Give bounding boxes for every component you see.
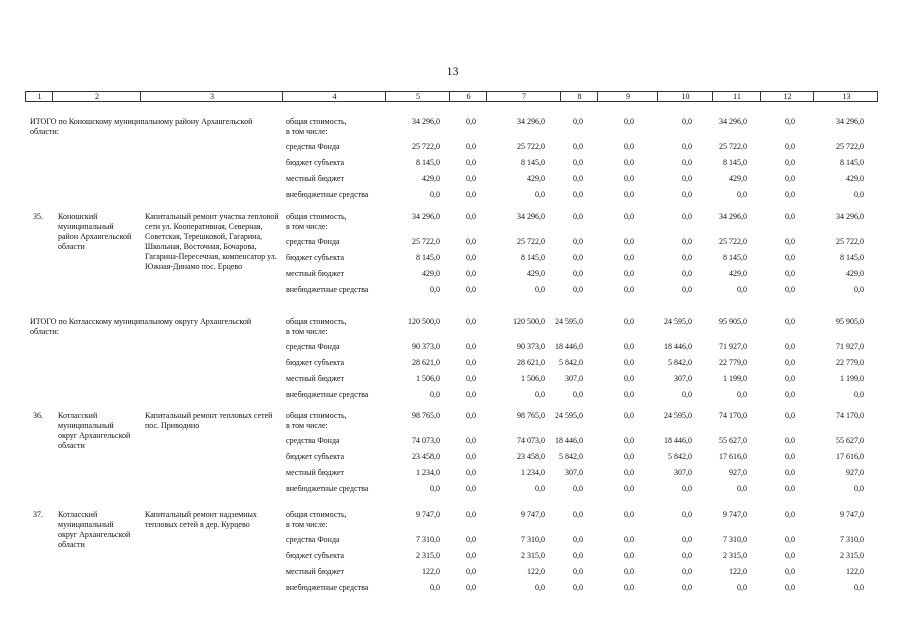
cell-value: 24 595,0 [664, 411, 692, 420]
cell-value: 0,0 [466, 212, 476, 221]
cell-value: 0,0 [785, 468, 795, 477]
cell-value: 0,0 [624, 468, 634, 477]
cell-value: 18 446,0 [555, 342, 583, 351]
cell-value: 34 296,0 [412, 117, 440, 126]
cell-value: 307,0 [674, 374, 692, 383]
cell-value: 0,0 [624, 142, 634, 151]
cell-value: 1 234,0 [521, 468, 545, 477]
cell-value: 24 595,0 [555, 317, 583, 326]
column-header-5: 5 [416, 92, 420, 101]
cell-value: 0,0 [466, 436, 476, 445]
cell-value: 1 234,0 [416, 468, 440, 477]
label-extra: внебюджетные средства [286, 285, 369, 294]
cell-value: 0,0 [785, 484, 795, 493]
cell-value: 98 765,0 [517, 411, 545, 420]
cell-value: 0,0 [682, 535, 692, 544]
cell-value: 0,0 [430, 583, 440, 592]
cell-value: 0,0 [785, 253, 795, 262]
cell-value: 0,0 [785, 237, 795, 246]
cell-value: 122,0 [846, 567, 864, 576]
cell-value: 0,0 [854, 190, 864, 199]
cell-value: 0,0 [466, 142, 476, 151]
cell-value: 0,0 [682, 253, 692, 262]
column-divider [760, 92, 761, 101]
label-local: местный бюджет [286, 174, 344, 183]
cell-value: 7 310,0 [723, 535, 747, 544]
cell-value: 5 842,0 [668, 358, 692, 367]
cell-value: 34 296,0 [412, 212, 440, 221]
cell-value: 74 170,0 [836, 411, 864, 420]
cell-value: 0,0 [682, 158, 692, 167]
cell-value: 9 747,0 [723, 510, 747, 519]
cell-value: 0,0 [682, 212, 692, 221]
cell-value: 0,0 [785, 269, 795, 278]
cell-value: 0,0 [466, 237, 476, 246]
cell-value: 0,0 [624, 411, 634, 420]
cell-value: 429,0 [422, 269, 440, 278]
column-divider [449, 92, 450, 101]
cell-value: 927,0 [729, 468, 747, 477]
label-including: в том числе: [286, 520, 328, 529]
cell-value: 0,0 [624, 452, 634, 461]
cell-value: 34 296,0 [836, 212, 864, 221]
cell-value: 0,0 [624, 317, 634, 326]
cell-value: 0,0 [573, 390, 583, 399]
column-header-row [25, 91, 878, 102]
item-number: 36. [33, 411, 43, 420]
label-subj: бюджет субъекта [286, 158, 345, 167]
label-fund: средства Фонда [286, 142, 340, 151]
cell-value: 429,0 [527, 174, 545, 183]
cell-value: 0,0 [573, 212, 583, 221]
cell-value: 7 310,0 [840, 535, 864, 544]
cell-value: 34 296,0 [517, 117, 545, 126]
cell-value: 307,0 [674, 468, 692, 477]
label-extra: внебюджетные средства [286, 390, 369, 399]
cell-value: 23 458,0 [412, 452, 440, 461]
cell-value: 18 446,0 [664, 436, 692, 445]
cell-value: 0,0 [682, 567, 692, 576]
cell-value: 0,0 [682, 551, 692, 560]
cell-value: 0,0 [785, 411, 795, 420]
column-header-11: 11 [733, 92, 741, 101]
cell-value: 429,0 [422, 174, 440, 183]
label-local: местный бюджет [286, 567, 344, 576]
cell-value: 71 927,0 [719, 342, 747, 351]
cell-value: 0,0 [535, 583, 545, 592]
cell-value: 0,0 [682, 190, 692, 199]
cell-value: 0,0 [785, 452, 795, 461]
column-divider [560, 92, 561, 101]
cell-value: 0,0 [466, 117, 476, 126]
column-header-12: 12 [783, 92, 792, 101]
label-including: в том числе: [286, 127, 328, 136]
cell-value: 0,0 [430, 390, 440, 399]
column-header-8: 8 [577, 92, 582, 101]
cell-value: 55 627,0 [719, 436, 747, 445]
cell-value: 0,0 [624, 117, 634, 126]
column-header-6: 6 [466, 92, 471, 101]
cell-value: 28 621,0 [412, 358, 440, 367]
cell-value: 5 842,0 [559, 452, 583, 461]
cell-value: 25 722,0 [836, 237, 864, 246]
cell-value: 0,0 [785, 317, 795, 326]
cell-value: 0,0 [624, 212, 634, 221]
cell-value: 0,0 [466, 190, 476, 199]
cell-value: 927,0 [846, 468, 864, 477]
cell-value: 0,0 [466, 468, 476, 477]
cell-value: 34 296,0 [517, 212, 545, 221]
cell-value: 8 145,0 [840, 253, 864, 262]
cell-value: 0,0 [466, 411, 476, 420]
cell-value: 0,0 [624, 285, 634, 294]
cell-value: 9 747,0 [416, 510, 440, 519]
cell-value: 0,0 [466, 390, 476, 399]
cell-value: 18 446,0 [664, 342, 692, 351]
cell-value: 0,0 [535, 285, 545, 294]
column-header-7: 7 [522, 92, 526, 101]
cell-value: 0,0 [785, 583, 795, 592]
cell-value: 0,0 [785, 390, 795, 399]
cell-value: 74 170,0 [719, 411, 747, 420]
cell-value: 0,0 [466, 269, 476, 278]
cell-value: 0,0 [785, 374, 795, 383]
label-local: местный бюджет [286, 269, 344, 278]
cell-value: 0,0 [573, 269, 583, 278]
cell-value: 0,0 [624, 174, 634, 183]
cell-value: 25 722,0 [412, 142, 440, 151]
project-description: Капитальный ремонт тепловых сетей пос. Приводино [145, 411, 273, 430]
cell-value: 0,0 [535, 190, 545, 199]
cell-value: 25 722,0 [836, 142, 864, 151]
cell-value: 2 315,0 [840, 551, 864, 560]
column-divider [486, 92, 487, 101]
cell-value: 0,0 [624, 237, 634, 246]
cell-value: 0,0 [737, 285, 747, 294]
cell-value: 0,0 [430, 285, 440, 294]
cell-value: 0,0 [466, 342, 476, 351]
cell-value: 17 616,0 [719, 452, 747, 461]
cell-value: 0,0 [854, 390, 864, 399]
cell-value: 0,0 [624, 436, 634, 445]
cell-value: 0,0 [624, 390, 634, 399]
page-number: 13 [446, 64, 459, 78]
cell-value: 0,0 [737, 190, 747, 199]
cell-value: 25 722,0 [719, 237, 747, 246]
cell-value: 0,0 [737, 583, 747, 592]
cell-value: 0,0 [624, 358, 634, 367]
cell-value: 5 842,0 [559, 358, 583, 367]
project-description: Капитальный ремонт участка тепловой сети ул. Кооперативная, Северная, Советская, Терешковой, Гагарина, Школьная, Восточная, Бочарова, Гагарина-Пересечная, компенсатор ул. Южная-Динамо пос. Ерцево [145, 212, 279, 271]
cell-value: 0,0 [682, 583, 692, 592]
cell-value: 0,0 [573, 484, 583, 493]
cell-value: 0,0 [785, 358, 795, 367]
column-header-13: 13 [842, 92, 851, 101]
cell-value: 0,0 [737, 390, 747, 399]
cell-value: 24 595,0 [555, 411, 583, 420]
cell-value: 74 073,0 [412, 436, 440, 445]
cell-value: 5 842,0 [668, 452, 692, 461]
column-divider [712, 92, 713, 101]
cell-value: 0,0 [682, 484, 692, 493]
cell-value: 0,0 [573, 174, 583, 183]
cell-value: 24 595,0 [664, 317, 692, 326]
cell-value: 0,0 [466, 583, 476, 592]
cell-value: 122,0 [527, 567, 545, 576]
cell-value: 0,0 [785, 535, 795, 544]
cell-value: 120 500,0 [408, 317, 440, 326]
column-divider [282, 92, 283, 101]
label-fund: средства Фонда [286, 436, 340, 445]
cell-value: 0,0 [466, 358, 476, 367]
cell-value: 0,0 [573, 237, 583, 246]
label-fund: средства Фонда [286, 237, 340, 246]
column-header-3: 3 [210, 92, 214, 101]
cell-value: 0,0 [466, 174, 476, 183]
cell-value: 0,0 [682, 237, 692, 246]
cell-value: 429,0 [729, 174, 747, 183]
cell-value: 0,0 [785, 190, 795, 199]
cell-value: 0,0 [785, 174, 795, 183]
cell-value: 1 506,0 [521, 374, 545, 383]
cell-value: 2 315,0 [521, 551, 545, 560]
column-divider [657, 92, 658, 101]
cell-value: 34 296,0 [836, 117, 864, 126]
cell-value: 25 722,0 [517, 142, 545, 151]
cell-value: 34 296,0 [719, 117, 747, 126]
cell-value: 8 145,0 [521, 253, 545, 262]
cell-value: 0,0 [624, 484, 634, 493]
cell-value: 0,0 [682, 285, 692, 294]
label-total: общая стоимость, [286, 117, 347, 126]
item-number: 37. [33, 510, 43, 519]
cell-value: 0,0 [682, 269, 692, 278]
cell-value: 0,0 [466, 484, 476, 493]
cell-value: 0,0 [466, 551, 476, 560]
cell-value: 0,0 [430, 484, 440, 493]
cell-value: 0,0 [624, 269, 634, 278]
cell-value: 0,0 [785, 212, 795, 221]
cell-value: 0,0 [535, 484, 545, 493]
label-total: общая стоимость, [286, 317, 347, 326]
cell-value: 0,0 [785, 285, 795, 294]
cell-value: 0,0 [573, 551, 583, 560]
cell-value: 0,0 [573, 142, 583, 151]
cell-value: 0,0 [737, 484, 747, 493]
label-extra: внебюджетные средства [286, 484, 369, 493]
cell-value: 429,0 [846, 269, 864, 278]
label-fund: средства Фонда [286, 535, 340, 544]
column-header-9: 9 [626, 92, 630, 101]
label-subj: бюджет субъекта [286, 358, 345, 367]
cell-value: 0,0 [466, 567, 476, 576]
cell-value: 2 315,0 [723, 551, 747, 560]
cell-value: 8 145,0 [416, 158, 440, 167]
cell-value: 9 747,0 [840, 510, 864, 519]
column-header-4: 4 [332, 92, 337, 101]
cell-value: 0,0 [854, 285, 864, 294]
cell-value: 0,0 [624, 253, 634, 262]
cell-value: 18 446,0 [555, 436, 583, 445]
cell-value: 122,0 [422, 567, 440, 576]
cell-value: 0,0 [682, 510, 692, 519]
cell-value: 0,0 [466, 158, 476, 167]
cell-value: 0,0 [573, 190, 583, 199]
label-extra: внебюджетные средства [286, 190, 369, 199]
cell-value: 307,0 [565, 374, 583, 383]
cell-value: 0,0 [573, 285, 583, 294]
cell-value: 0,0 [466, 253, 476, 262]
column-divider [597, 92, 598, 101]
cell-value: 0,0 [573, 158, 583, 167]
cell-value: 8 145,0 [840, 158, 864, 167]
cell-value: 0,0 [466, 285, 476, 294]
cell-value: 8 145,0 [521, 158, 545, 167]
label-including: в том числе: [286, 222, 328, 231]
cell-value: 95 905,0 [836, 317, 864, 326]
cell-value: 34 296,0 [719, 212, 747, 221]
label-subj: бюджет субъекта [286, 253, 345, 262]
item-number: 35. [33, 212, 43, 221]
label-total: общая стоимость, [286, 212, 347, 221]
cell-value: 0,0 [682, 117, 692, 126]
cell-value: 90 373,0 [517, 342, 545, 351]
cell-value: 9 747,0 [521, 510, 545, 519]
cell-value: 0,0 [535, 390, 545, 399]
cell-value: 0,0 [624, 374, 634, 383]
label-total: общая стоимость, [286, 411, 347, 420]
cell-value: 71 927,0 [836, 342, 864, 351]
cell-value: 22 779,0 [719, 358, 747, 367]
cell-value: 25 722,0 [517, 237, 545, 246]
municipality-name: Котласский муниципальный округ Архангельской области [58, 411, 131, 450]
cell-value: 0,0 [466, 510, 476, 519]
cell-value: 0,0 [624, 190, 634, 199]
cell-value: 0,0 [854, 484, 864, 493]
cell-value: 0,0 [466, 317, 476, 326]
column-divider [385, 92, 386, 101]
label-local: местный бюджет [286, 468, 344, 477]
cell-value: 0,0 [785, 117, 795, 126]
cell-value: 0,0 [466, 452, 476, 461]
cell-value: 23 458,0 [517, 452, 545, 461]
cell-value: 120 500,0 [513, 317, 545, 326]
cell-value: 7 310,0 [521, 535, 545, 544]
cell-value: 0,0 [682, 390, 692, 399]
cell-value: 0,0 [430, 190, 440, 199]
cell-value: 25 722,0 [719, 142, 747, 151]
cell-value: 0,0 [785, 342, 795, 351]
cell-value: 0,0 [785, 510, 795, 519]
label-extra: внебюджетные средства [286, 583, 369, 592]
cell-value: 90 373,0 [412, 342, 440, 351]
column-divider [52, 92, 53, 101]
total-title: ИТОГО по Котласскому муниципальному округу Архангельской области: [30, 317, 252, 336]
cell-value: 17 616,0 [836, 452, 864, 461]
cell-value: 0,0 [785, 567, 795, 576]
cell-value: 0,0 [573, 583, 583, 592]
label-including: в том числе: [286, 327, 328, 336]
label-total: общая стоимость, [286, 510, 347, 519]
label-including: в том числе: [286, 421, 328, 430]
project-description: Капитальный ремонт надземных тепловых сетей в дер. Курцево [145, 510, 257, 529]
cell-value: 2 315,0 [416, 551, 440, 560]
cell-value: 0,0 [624, 583, 634, 592]
cell-value: 429,0 [527, 269, 545, 278]
cell-value: 8 145,0 [723, 253, 747, 262]
label-subj: бюджет субъекта [286, 452, 345, 461]
column-header-2: 2 [95, 92, 99, 101]
column-header-10: 10 [681, 92, 690, 101]
cell-value: 1 506,0 [416, 374, 440, 383]
cell-value: 307,0 [565, 468, 583, 477]
cell-value: 28 621,0 [517, 358, 545, 367]
total-title: ИТОГО по Коношскому муниципальному району Архангельской области: [30, 117, 253, 136]
cell-value: 0,0 [624, 510, 634, 519]
cell-value: 0,0 [682, 142, 692, 151]
cell-value: 0,0 [573, 567, 583, 576]
cell-value: 0,0 [573, 510, 583, 519]
column-header-1: 1 [37, 92, 42, 101]
cell-value: 0,0 [573, 117, 583, 126]
cell-value: 0,0 [466, 374, 476, 383]
cell-value: 0,0 [573, 253, 583, 262]
cell-value: 1 199,0 [723, 374, 747, 383]
cell-value: 0,0 [466, 535, 476, 544]
cell-value: 95 905,0 [719, 317, 747, 326]
cell-value: 0,0 [785, 142, 795, 151]
cell-value: 0,0 [573, 535, 583, 544]
cell-value: 98 765,0 [412, 411, 440, 420]
cell-value: 1 199,0 [840, 374, 864, 383]
cell-value: 0,0 [785, 158, 795, 167]
cell-value: 429,0 [729, 269, 747, 278]
label-local: местный бюджет [286, 374, 344, 383]
label-subj: бюджет субъекта [286, 551, 345, 560]
cell-value: 0,0 [624, 551, 634, 560]
cell-value: 0,0 [785, 551, 795, 560]
label-fund: средства Фонда [286, 342, 340, 351]
cell-value: 429,0 [846, 174, 864, 183]
cell-value: 8 145,0 [416, 253, 440, 262]
column-divider [813, 92, 814, 101]
cell-value: 0,0 [682, 174, 692, 183]
municipality-name: Котласский муниципальный округ Архангельской области [58, 510, 131, 549]
cell-value: 0,0 [624, 158, 634, 167]
column-divider [140, 92, 141, 101]
cell-value: 25 722,0 [412, 237, 440, 246]
cell-value: 122,0 [729, 567, 747, 576]
cell-value: 74 073,0 [517, 436, 545, 445]
cell-value: 0,0 [785, 436, 795, 445]
cell-value: 55 627,0 [836, 436, 864, 445]
cell-value: 7 310,0 [416, 535, 440, 544]
cell-value: 22 779,0 [836, 358, 864, 367]
cell-value: 0,0 [624, 567, 634, 576]
cell-value: 0,0 [624, 342, 634, 351]
cell-value: 8 145,0 [723, 158, 747, 167]
municipality-name: Коношский муниципальный район Архангельской области [58, 212, 132, 251]
cell-value: 0,0 [624, 535, 634, 544]
cell-value: 0,0 [854, 583, 864, 592]
